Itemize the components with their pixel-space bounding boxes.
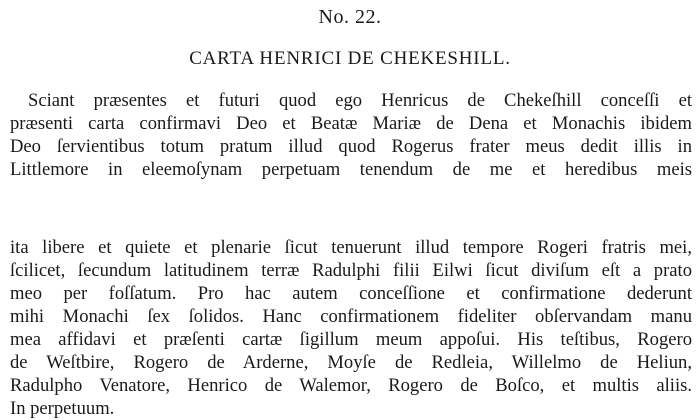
charter-text-block-2: [10, 236, 692, 420]
text-line: Littlemore in eleemoſynam perpetuam tenendum de me et heredibus meis: [10, 159, 692, 180]
text-line: ſcilicet, ſecundum latitudinem terræ Radulphi filii Eilwi ſicut diviſum eſt a prato: [10, 260, 692, 281]
text-line: præsenti carta confirmavi Deo et Beatæ Mariæ de Dena et Monachis ibidem: [10, 113, 692, 134]
text-line: In perpetuum.: [10, 398, 115, 419]
text-line: mihi Monachi ſex ſolidos. Hanc confirmationem fideliter obſervandam manu: [10, 306, 692, 327]
document-title: CARTA HENRICI DE CHEKESHILL.: [189, 48, 511, 69]
text-line: de Weſtbire, Rogero de Arderne, Moyſe de Redleia, Willelmo de Heliun,: [10, 352, 692, 373]
text-line: Sciant præsentes et futuri quod ego Henricus de Chekeſhill conceſſi et: [28, 90, 692, 111]
text-line: Radulpho Venatore, Henrico de Walemor, Rogero de Boſco, et multis aliis.: [10, 375, 692, 396]
text-line: ita libere et quiete et plenarie ſicut tenuerunt illud tempore Rogeri fratris mei,: [10, 237, 692, 258]
text-line: Deo ſervientibus totum pratum illud quod Rogerus frater meus dedit illis in: [10, 136, 692, 157]
document-number: No. 22.: [318, 6, 382, 28]
charter-text-block-1: [10, 89, 692, 181]
text-line: meo per foſſatum. Pro hac autem conceſſione et confirmatione dederunt: [10, 283, 692, 304]
text-line: mea affidavi et præſenti cartæ ſigillum meum appoſui. His teſtibus, Rogero: [10, 329, 692, 350]
